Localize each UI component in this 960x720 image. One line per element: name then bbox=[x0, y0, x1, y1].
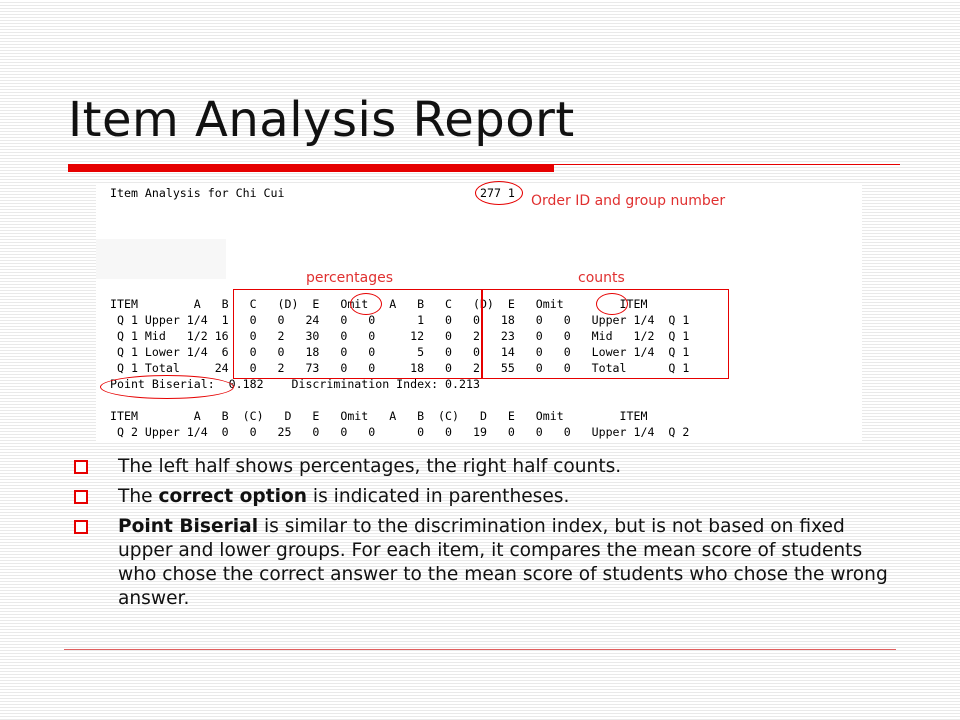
square-bullet-icon bbox=[74, 460, 88, 474]
point-biserial-line: Point Biserial: 0.182 Discrimination Index: 0.213 bbox=[110, 377, 480, 391]
order-id: 277 1 bbox=[480, 186, 515, 200]
correct-option-circle-right bbox=[596, 293, 628, 315]
correct-option-circle-left bbox=[350, 293, 382, 315]
bullet-item: The left half shows percentages, the right half counts. bbox=[72, 455, 902, 479]
title-underline-line bbox=[554, 164, 900, 165]
report-line: ITEM A B (C) D E Omit A B (C) D E Omit ITEM bbox=[110, 409, 648, 423]
square-bullet-icon bbox=[74, 520, 88, 534]
report-line: Q 1 Upper 1/4 1 0 0 24 0 0 1 0 0 18 0 0 Upper 1/4 Q 1 bbox=[110, 313, 690, 327]
blank-area bbox=[96, 239, 226, 279]
report-screenshot bbox=[96, 183, 862, 441]
order-id-circle bbox=[475, 181, 523, 205]
report-line: Q 1 Total 24 0 2 73 0 0 18 0 2 55 0 0 Total Q 1 bbox=[110, 361, 690, 375]
footer-divider bbox=[64, 649, 896, 650]
counts-annotation: counts bbox=[578, 270, 625, 286]
title-underline-bar bbox=[68, 164, 554, 172]
report-header: Item Analysis for Chi Cui bbox=[110, 186, 285, 200]
report-line: Q 1 Lower 1/4 6 0 0 18 0 0 5 0 0 14 0 0 Lower 1/4 Q 1 bbox=[110, 345, 690, 359]
point-biserial-circle bbox=[100, 375, 234, 399]
slide-title: Item Analysis Report bbox=[68, 92, 575, 148]
report-line: ITEM A B C (D) E Omit A B C (D) E Omit ITEM bbox=[110, 297, 648, 311]
report-line: Q 2 Upper 1/4 0 0 25 0 0 0 0 0 19 0 0 0 Upper 1/4 Q 2 bbox=[110, 425, 690, 439]
square-bullet-icon bbox=[74, 490, 88, 504]
bullet-item: Point Biserial is similar to the discrimination index, but is not based on fixed upper and lower groups. For each item, it compares the mean score of students who chose the correct answer to the mean score of students who chose the wrong answer. bbox=[72, 515, 902, 611]
report-line: Q 1 Mid 1/2 16 0 2 30 0 0 12 0 2 23 0 0 Mid 1/2 Q 1 bbox=[110, 329, 690, 343]
bullet-list bbox=[72, 455, 902, 617]
bullet-item: The correct option is indicated in parentheses. bbox=[72, 485, 902, 509]
order-id-annotation: Order ID and group number bbox=[531, 193, 726, 209]
percentages-annotation: percentages bbox=[306, 270, 393, 286]
